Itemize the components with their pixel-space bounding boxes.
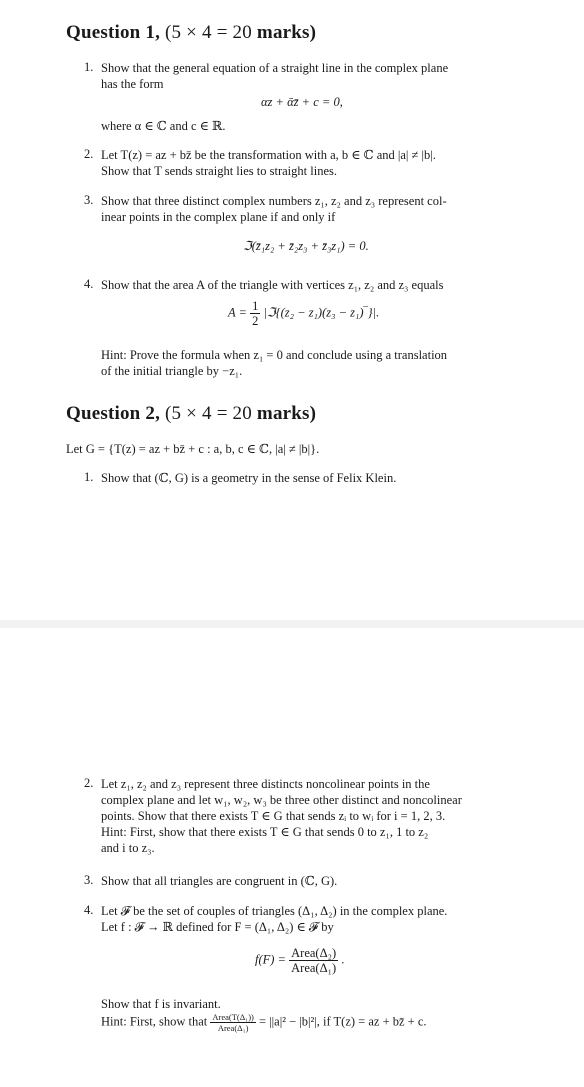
q2-item-2-line-1: Let z₁, z₂ and z₃ represent three distincts noncolinear points in the [101,777,430,791]
q1-item-3-equation: ℑ(z̄₁z₂ + z̄₂z₃ + z̄₃z₁) = 0. [243,239,369,253]
f-eq-numerator: Area(Δ₂) [291,946,337,960]
q1-item-2-line-2: Show that T sends straight lies to straight lines. [101,164,337,178]
q2-item-4-line-2: Let f : 𝓕 → ℝ defined for F = (Δ₁, Δ₂) ∈ 𝓕 by [101,920,334,934]
f-eq-fraction [289,946,338,975]
area-eq-denominator: 2 [252,314,259,328]
q1-item-1-equation: αz + ᾱz̄ + c = 0, [261,95,343,109]
area-eq-numerator: 1 [252,299,259,313]
f-eq-lhs: f(F) = [255,952,286,967]
q1-item-1-line-3: where α ∈ ℂ and c ∈ ℝ. [101,119,226,133]
q1-item-3-number: 3. [84,193,94,207]
q2-item-2-line-3: points. Show that there exists T ∈ G that sends zᵢ to wᵢ for i = 1, 2, 3. [101,809,446,823]
q2-item-1-number: 1. [84,470,94,484]
q1-item-2-number: 2. [84,147,94,161]
hint-suffix: = ||a|² − |b|²|, if T(z) = az + bz̄ + c. [258,1014,427,1029]
f-eq-end: . [341,952,345,967]
q2-item-4-hint [101,1012,427,1033]
q1-item-1-line-1: Show that the general equation of a straight line in the complex plane [101,61,449,75]
question-2-heading [66,403,316,425]
question-1-marks: (5 × 4 = 20 [165,22,252,43]
q1-item-4-area-equation [228,299,379,328]
page-separator [0,620,584,628]
page-2 [0,628,584,1087]
q2-item-3-number: 3. [84,873,94,887]
q1-item-1-number: 1. [84,60,94,74]
q1-item-2-line-1: Let T(z) = az + bz̄ be the transformation with a, b ∈ ℂ and |a| ≠ |b|. [101,148,436,162]
q2-item-4-f-equation [255,946,344,975]
area-eq-lhs: A = [228,305,247,320]
f-eq-denominator: Area(Δ₁) [291,961,337,975]
q1-item-4-line-1: Show that the area A of the triangle with vertices z₁, z₂ and z₃ equals [101,278,444,292]
q1-item-3-line-1: Show that three distinct complex numbers z₁, z₂ and z₃ represent col- [101,194,447,208]
q2-item-4-line-1: Let 𝓕 be the set of couples of triangles (Δ₁, Δ₂) in the complex plane. [101,904,448,918]
hint-denominator: Area(Δ₁) [217,1023,249,1033]
area-eq-rhs: |ℑ{(z₂ − z₁)(z₃ − z₁)‾}|. [263,305,380,320]
hint-prefix: Hint: First, show that [101,1014,208,1029]
q1-item-3-line-2: inear points in the complex plane if and only if [101,210,336,224]
q2-item-2-line-5: and i to z₃. [101,841,155,855]
question-1-heading [66,22,316,44]
q1-item-4-hint-line-2: of the initial triangle by −z₁. [101,364,243,378]
q2-item-3-line-1: Show that all triangles are congruent in (ℂ, G). [101,874,338,888]
question-2-marks-word: marks) [256,403,317,424]
q2-item-2-number: 2. [84,776,94,790]
q1-item-4-number: 4. [84,277,94,291]
question-2-marks: (5 × 4 = 20 [165,403,252,424]
question-1-title: Question 1, [66,22,161,43]
q2-item-4-number: 4. [84,903,94,917]
q2-item-2-line-2: complex plane and let w₁, w₂, w₃ be three other distinct and noncolinear [101,793,462,807]
q2-item-4-line-3: Show that f is invariant. [101,997,221,1011]
q2-item-1-line-1: Show that (ℂ, G) is a geometry in the sense of Felix Klein. [101,471,397,485]
question-2-title: Question 2, [66,403,161,424]
q2-item-2-line-4: Hint: First, show that there exists T ∈ G that sends 0 to z₁, 1 to z₂ [101,825,429,839]
hint-numerator: Area(T(Δ₁)) [212,1012,254,1022]
question-1-marks-word: marks) [256,22,317,43]
hint-fraction [210,1012,255,1033]
area-eq-fraction [250,299,260,328]
q2-intro: Let G = {T(z) = az + bz̄ + c : a, b, c ∈ ℂ, |a| ≠ |b|}. [66,442,320,456]
q1-item-4-hint-line-1: Hint: Prove the formula when z₁ = 0 and conclude using a translation [101,348,448,362]
q1-item-1-line-2: has the form [101,77,164,91]
